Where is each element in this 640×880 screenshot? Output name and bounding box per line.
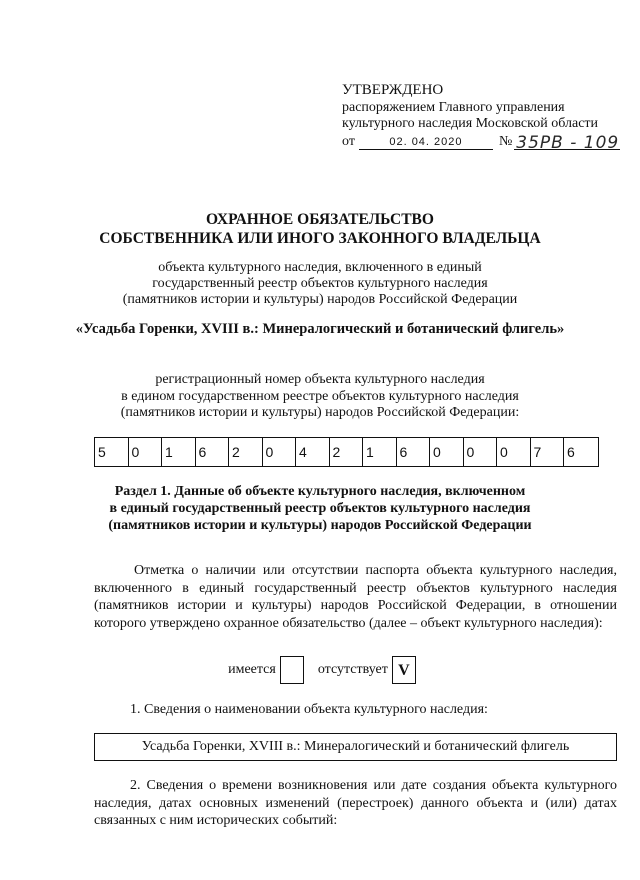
registration-digit: 7	[531, 438, 565, 466]
item-2-label: 2. Сведения о времени возникновения или дате создания объекта культурного наследия, датах основных изменений (перестроек) данного объекта и (или) датах связанных с ним исторических событий:	[94, 778, 617, 828]
item-1-value-box: Усадьба Горенки, XVIII в.: Минералогический и ботанический флигель	[94, 733, 617, 761]
document-subtitle	[0, 260, 640, 308]
registration-digit: 5	[95, 438, 129, 466]
registration-digit: 1	[363, 438, 397, 466]
passport-choice	[0, 656, 640, 684]
approval-date: 02. 04. 2020	[359, 136, 493, 150]
handwritten-number: 35РВ - 109	[516, 133, 620, 153]
approval-line-1: распоряжением Главного управления	[342, 100, 565, 115]
passport-note: Отметка о наличии или отсутствии паспорта объекта культурного наследия, включенного в единый государственный реестр объектов культурного наследия (памятников истории и культуры) народов Российской Федерации, в отношении которого утверждено охранное обязательство (далее – объект культурного наследия):	[94, 563, 617, 631]
present-checkbox[interactable]	[280, 656, 304, 684]
registration-caption-line-3: (памятников истории и культуры) народов Российской Федерации:	[120, 405, 520, 420]
registration-digit: 0	[464, 438, 498, 466]
registration-digit: 4	[296, 438, 330, 466]
approval-heading: УТВЕРЖДЕНО	[342, 82, 444, 98]
approval-number-field	[514, 133, 620, 153]
section-1-line-1: Раздел 1. Данные об объекте культурного наследия, включенном	[114, 484, 526, 499]
registration-caption-line-2: в едином государственном реестре объектов культурного наследия	[121, 388, 519, 404]
approval-line-2: культурного наследия Московской области	[342, 116, 599, 131]
subtitle-line-2: государственный реестр объектов культурного наследия	[152, 276, 488, 291]
title-line-1: ОХРАННОЕ ОБЯЗАТЕЛЬСТВО	[206, 211, 434, 228]
subtitle-line-3: (памятников истории и культуры) народов Российской Федерации	[122, 292, 518, 307]
registration-caption-line-1: регистрационный номер объекта культурного наследия	[155, 372, 485, 387]
approval-block	[342, 82, 620, 153]
registration-digit: 6	[567, 444, 575, 460]
object-name: «Усадьба Горенки, XVIII в.: Минералогический и ботанический флигель»	[75, 321, 565, 337]
registration-digit: 2	[229, 438, 263, 466]
registration-digit: 0	[263, 438, 297, 466]
registration-number-grid	[94, 437, 599, 467]
from-label: от	[342, 134, 355, 149]
registration-digit: 6	[397, 438, 431, 466]
registration-digit: 0	[497, 438, 531, 466]
registration-digit: 1	[162, 438, 196, 466]
present-label: имеется	[228, 662, 276, 677]
item-1-label: 1. Сведения о наименовании объекта культурного наследия:	[130, 702, 488, 717]
subtitle-line-1: объекта культурного наследия, включенного в единый	[158, 260, 482, 275]
section-1-heading	[0, 483, 640, 534]
registration-digit: 2	[330, 438, 364, 466]
absent-label: отсутствует	[317, 662, 388, 677]
registration-digit: 0	[129, 438, 163, 466]
registration-digit: 6	[196, 438, 230, 466]
absent-checkbox[interactable]: V	[392, 656, 416, 684]
approval-date-line	[342, 133, 620, 153]
registration-digit: 0	[430, 438, 464, 466]
section-1-line-3: (памятников истории и культуры) народов Российской Федерации	[108, 518, 532, 533]
section-1-line-2: в единый государственный реестр объектов культурного наследия	[109, 501, 531, 516]
title-line-2: СОБСТВЕННИКА ИЛИ ИНОГО ЗАКОННОГО ВЛАДЕЛЬЦА	[99, 230, 541, 247]
registration-caption	[0, 372, 640, 422]
number-label: №	[498, 134, 513, 149]
document-title	[0, 210, 640, 248]
